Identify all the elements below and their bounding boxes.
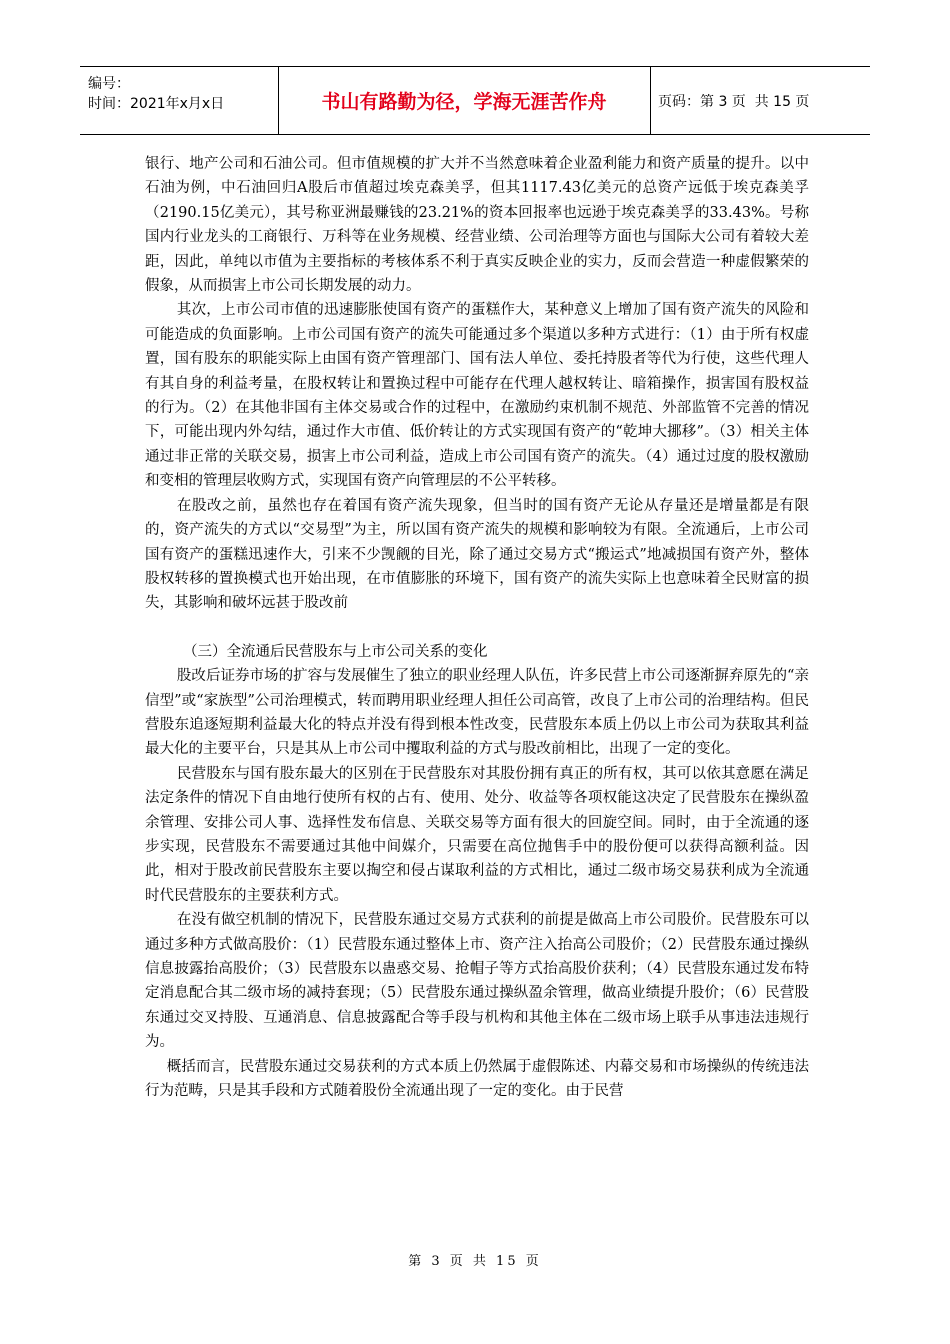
header-motto: 书山有路勤为径，学海无涯苦作舟 bbox=[278, 67, 651, 134]
paragraph: 股改后证券市场的扩容与发展催生了独立的职业经理人队伍，许多民营上市公司逐渐摒弃原先的“亲信型”或“家族型”公司治理模式，转而聘用职业经理人担任公司高管，改良了上市公司的治理结构。但民营股东追逐短期利益最大化的特点并没有得到根本性改变，民营股东本质上仍以上市公司为获取其利益最大化的主要平台，只是其从上市公司中攫取利益的方式与股改前相比，出现了一定的变化。 bbox=[145, 668, 809, 758]
header-meta bbox=[80, 67, 279, 134]
paragraph: 银行、地产公司和石油公司。但市值规模的扩大并不当然意味着企业盈利能力和资产质量的提升。以中石油为例，中石油回归A股后市值超过埃克森美孚，但其1117.43亿美元的总资产远低于埃克森美孚（2190.15亿美元），其号称亚洲最赚钱的23.21%的资本回报率也远逊于埃克森美孚的33.43%。号称国内行业龙头的工商银行、万科等在业务规模、经营业绩、公司治理等方面也与国际大公司有着较大差距，因此，单纯以市值为主要指标的考核体系不利于真实反映企业的实力，反而会营造一种虚假繁荣的假象，从而损害上市公司长期发展的动力。 bbox=[145, 156, 809, 295]
header-page-info bbox=[650, 67, 870, 134]
page-footer: 第 3 页 共 15 页 bbox=[408, 1254, 542, 1269]
paragraph: 在没有做空机制的情况下，民营股东通过交易方式获利的前提是做高上市公司股价。民营股东可以通过多种方式做高股价：（1）民营股东通过整体上市、资产注入抬高公司股价；（2）民营股东通过操纵信息披露抬高股价；（3）民营股东以蛊惑交易、抢帽子等方式抬高股价获利；（4）民营股东通过发布特定消息配合其二级市场的减持套现；（5）民营股东通过操纵盈余管理，做高业绩提升股价；（6）民营股东通过交叉持股、互通消息、信息披露配合等手段与机构和其他主体在二级市场上联手从事违法违规行为。 bbox=[145, 912, 809, 1051]
section-heading: （三）全流通后民营股东与上市公司关系的变化 bbox=[183, 643, 488, 660]
date-label: 时间：2021年x月x日 bbox=[88, 96, 225, 112]
page-header bbox=[80, 66, 870, 135]
code-label: 编号： bbox=[88, 76, 130, 92]
paragraph: 在股改之前，虽然也存在着国有资产流失现象，但当时的国有资产无论从存量还是增量都是有限的，资产流失的方式以“交易型”为主，所以国有资产流失的规模和影响较为有限。全流通后，上市公司国有资产的蛋糕迅速作大，引来不少觊觎的目光，除了通过交易方式“搬运式”地减损国有资产外，整体股权转移的置换模式也开始出现，在市值膨胀的环境下，国有资产的流失实际上也意味着全民财富的损失，其影响和破坏远甚于股改前 bbox=[145, 497, 809, 612]
document-body bbox=[145, 152, 809, 1103]
paragraph: 概括而言，民营股东通过交易获利的方式本质上仍然属于虚假陈述、内幕交易和市场操纵的传统违法行为范畴，只是其手段和方式随着股份全流通出现了一定的变化。由于民营 bbox=[145, 1058, 809, 1100]
page-info-text: 页码：第 3 页 共 15 页 bbox=[658, 93, 810, 110]
paragraph: 民营股东与国有股东最大的区别在于民营股东对其股份拥有真正的所有权，其可以依其意愿在满足法定条件的情况下自由地行使所有权的占有、使用、处分、收益等各项权能这决定了民营股东在操纵盈余管理、安排公司人事、选择性发布信息、关联交易等方面有很大的回旋空间。同时，由于全流通的逐步实现，民营股东不需要通过其他中间媒介，只需要在高位抛售手中的股份便可以获得高额利益。因此，相对于股改前民营股东主要以掏空和侵占谋取利益的方式相比，通过二级市场交易获利成为全流通时代民营股东的主要获利方式。 bbox=[145, 765, 809, 904]
paragraph: 其次，上市公司市值的迅速膨胀使国有资产的蛋糕作大，某种意义上增加了国有资产流失的风险和可能造成的负面影响。上市公司国有资产的流失可能通过多个渠道以多种方式进行：（1）由于所有权虚置，国有股东的职能实际上由国有资产管理部门、国有法人单位、委托持股者等代为行使，这些代理人有其自身的利益考量，在股权转让和置换过程中可能存在代理人越权转让、暗箱操作，损害国有股权益的行为。（2）在其他非国有主体交易或合作的过程中，在激励约束机制不规范、外部监管不完善的情况下，可能出现内外勾结，通过作大市值、低价转让的方式实现国有资产的“乾坤大挪移”。（3）相关主体通过非正常的关联交易，损害上市公司利益，造成上市公司国有资产的流失。（4）通过过度的股权激励和变相的管理层收购方式，实现国有资产向管理层的不公平转移。 bbox=[145, 302, 809, 490]
